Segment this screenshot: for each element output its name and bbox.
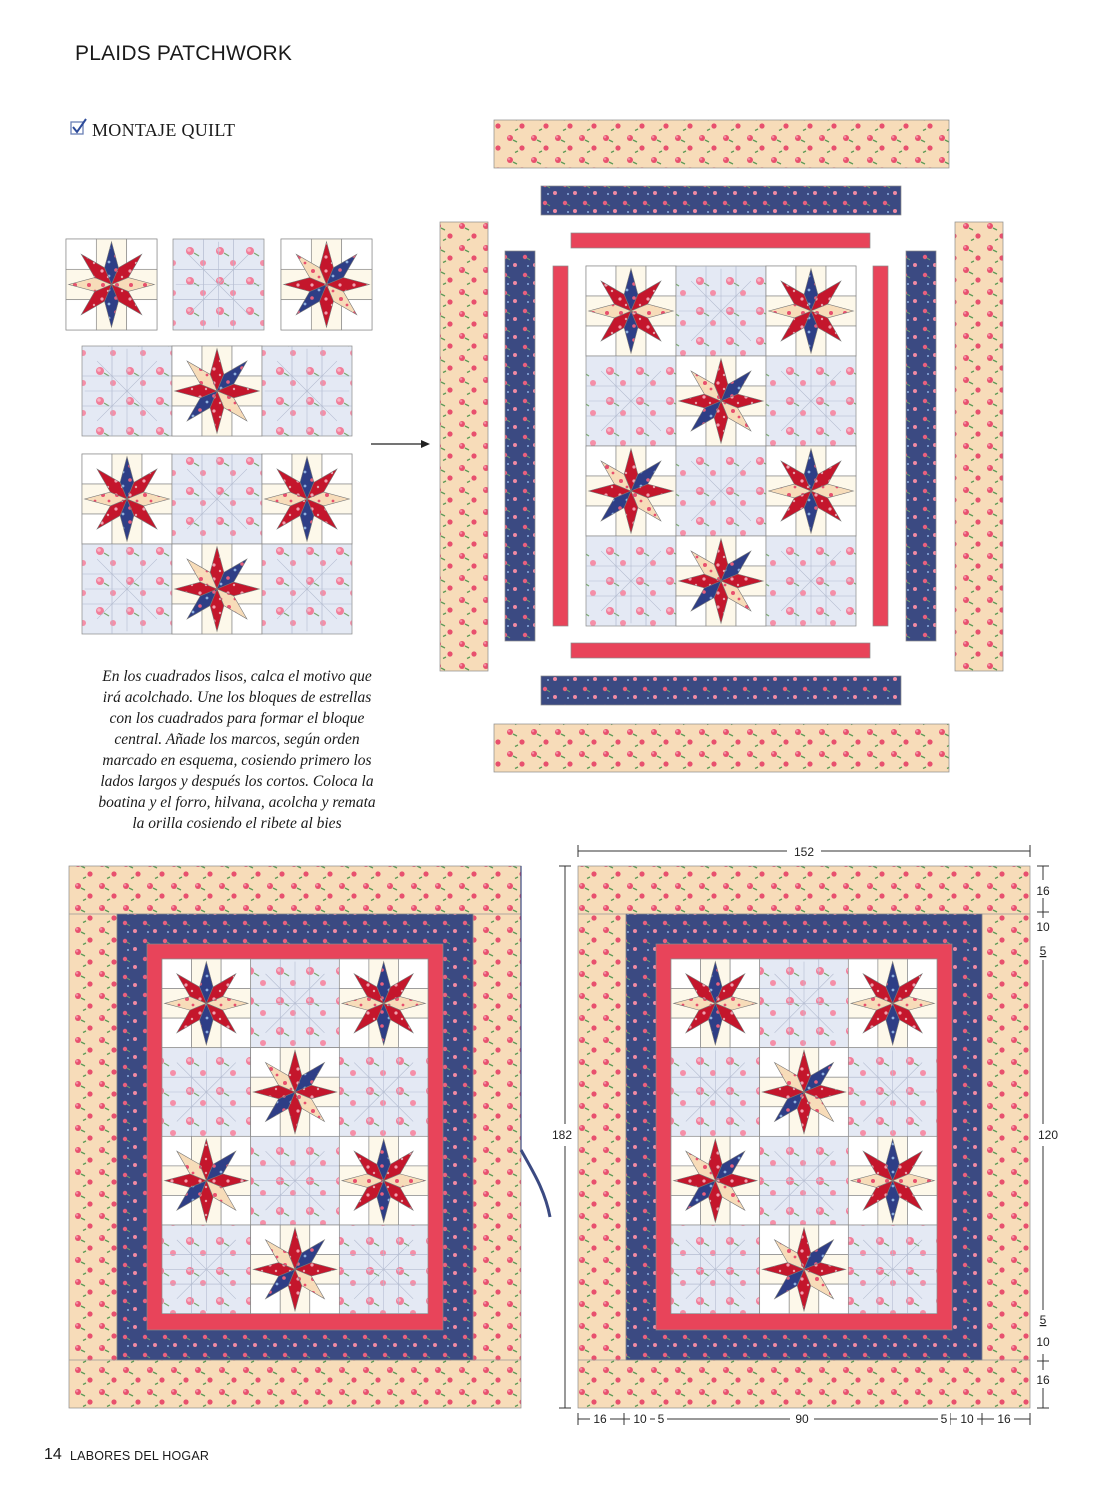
dimension-right-border: 16 — [1036, 1373, 1050, 1387]
dimension-left-height: 182 — [551, 1128, 573, 1142]
caption-line: lados largos y después los cortos. Coloca la — [100, 773, 374, 790]
dimension-bottom-border: 16 — [593, 1412, 607, 1426]
dimension-right-border: 16 — [1036, 884, 1050, 898]
caption-line: boatina y el forro, hilvana, acolcha y remata — [98, 794, 376, 811]
caption-line: central. Añade los marcos, según orden — [114, 731, 360, 748]
dimension-bottom-navy: 10 — [633, 1412, 647, 1426]
dimension-right-navy: 10 — [1036, 1335, 1050, 1349]
dimension-right-center: 120 — [1037, 1128, 1059, 1142]
dimension-bottom-center: 90 — [795, 1412, 809, 1426]
dimension-right-red: 5 — [1039, 1313, 1047, 1327]
dimension-right-navy: 10 — [1036, 920, 1050, 934]
caption-line: con los cuadrados para formar el bloque — [109, 710, 365, 727]
dimension-bottom-red: 5 — [940, 1412, 948, 1426]
dimension-top-width: 152 — [793, 845, 815, 859]
magazine-name: LABORES DEL HOGAR — [70, 1449, 210, 1463]
caption-line: marcado en esquema, cosiendo primero los — [102, 752, 372, 769]
dimension-right-red: 5 — [1039, 944, 1047, 958]
caption-line: irá acolchado. Une los bloques de estrellas — [102, 689, 372, 706]
dimension-bottom-red: 5 — [657, 1412, 665, 1426]
section-title: MONTAJE QUILT — [92, 120, 236, 140]
dimension-bottom-border: 16 — [997, 1412, 1011, 1426]
page-number: 14 — [44, 1446, 62, 1463]
caption-line: En los cuadrados lisos, calca el motivo que — [102, 668, 372, 685]
caption-line: la orilla cosiendo el ribete al bies — [132, 815, 342, 832]
dimension-bottom-navy: 10 — [960, 1412, 974, 1426]
page-header-title: PLAIDS PATCHWORK — [75, 42, 293, 65]
